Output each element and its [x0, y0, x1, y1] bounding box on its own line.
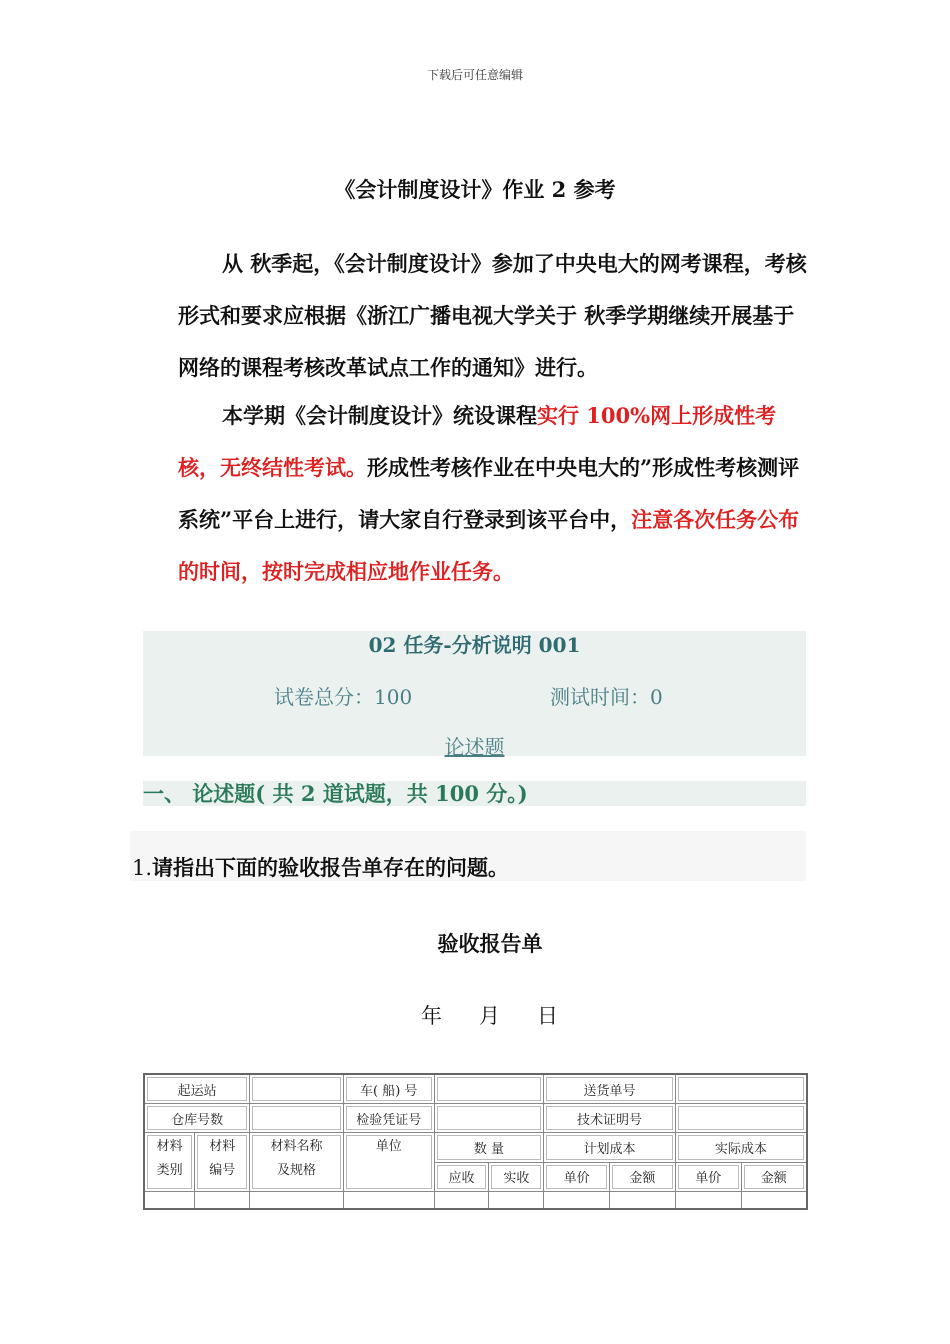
- value-warehouse-number[interactable]: [250, 1104, 344, 1133]
- test-time: 测试时间：0: [550, 685, 663, 709]
- blank-cell[interactable]: [343, 1192, 434, 1210]
- label-inspection-voucher: 检验凭证号: [343, 1104, 434, 1133]
- label-origin-station: 起运站: [144, 1074, 250, 1104]
- label-warehouse-number: 仓库号数: [144, 1104, 250, 1133]
- blank-cell[interactable]: [544, 1192, 610, 1210]
- header-amount-planned: 金额: [610, 1162, 676, 1192]
- header-received: 实收: [489, 1162, 544, 1192]
- value-inspection-voucher[interactable]: [434, 1104, 544, 1133]
- blank-cell[interactable]: [489, 1192, 544, 1210]
- date-month: 月: [479, 1004, 500, 1028]
- header-name: [250, 1133, 344, 1192]
- header-amount-actual: 金额: [741, 1162, 807, 1192]
- header-code-label: 材料 编号: [209, 1139, 236, 1178]
- acceptance-report-form: [143, 1073, 808, 1210]
- intro-p2-highlight-1: 实行 100%网上形成性考核，无终结性考试。: [178, 403, 777, 480]
- task-title: 02 任务-分析说明 001: [368, 633, 581, 657]
- header-note: 下载后可任意编辑: [426, 68, 523, 82]
- header-name-label: 材料名称 及规格: [270, 1139, 323, 1178]
- blank-cell[interactable]: [434, 1192, 489, 1210]
- label-vehicle-number: 车( 船) 号: [343, 1074, 434, 1104]
- blank-cell[interactable]: [610, 1192, 676, 1210]
- form-row-1: [144, 1074, 807, 1104]
- date-day: 日: [537, 1004, 558, 1028]
- intro-p2-text-a: 本学期《会计制度设计》统设课程: [222, 403, 537, 428]
- value-origin-station[interactable]: [250, 1074, 344, 1104]
- report-title: 验收报告单: [437, 931, 543, 956]
- blank-cell[interactable]: [741, 1192, 807, 1210]
- label-delivery-number: 送货单号: [544, 1074, 676, 1104]
- header-actual-cost: 实际成本: [675, 1133, 807, 1163]
- header-planned-cost: 计划成本: [544, 1133, 676, 1163]
- blank-cell[interactable]: [144, 1192, 195, 1210]
- header-receivable: 应收: [434, 1162, 489, 1192]
- form-row-2: [144, 1104, 807, 1133]
- header-unit-price-planned: 单价: [544, 1162, 610, 1192]
- intro-p2-highlight-2: 注意各次任务公布的时间，按时完成相应地作业任务。: [178, 507, 800, 584]
- intro-paragraph-1: 从 秋季起，《会计制度设计》参加了中央电大的网考课程，考核形式和要求应根据《浙江广播电视大学关于 秋季学期继续开展基于网络的课程考核改革试点工作的通知》进行。: [178, 251, 807, 380]
- intro-p2-text-b: 形成性考核作业在中央电大的”形成性考核测评系统”平台上进行，请大家自行登录到该平台中，: [178, 455, 800, 532]
- header-quantity: 数 量: [434, 1133, 544, 1163]
- header-unit: 单位: [343, 1133, 434, 1192]
- header-unit-price-actual: 单价: [675, 1162, 741, 1192]
- value-delivery-number[interactable]: [675, 1074, 807, 1104]
- question-number: 1.: [132, 856, 153, 880]
- page-title: 《会计制度设计》作业 2 参考: [334, 177, 616, 202]
- header-category-label: 材料 类别: [156, 1139, 183, 1178]
- intro-paragraph-2: [178, 390, 810, 598]
- label-technical-cert: 技术证明号: [544, 1104, 676, 1133]
- question-text: [132, 855, 509, 881]
- essay-link[interactable]: 论述题: [444, 735, 505, 759]
- total-score: 试卷总分：100: [274, 685, 413, 709]
- form-header-row-1: [144, 1133, 807, 1163]
- blank-cell[interactable]: [675, 1192, 741, 1210]
- header-code: [195, 1133, 250, 1192]
- task-info-box: [143, 631, 806, 759]
- section-heading: 一、 论述题( 共 2 道试题，共 100 分。): [143, 781, 806, 806]
- header-category: [144, 1133, 195, 1192]
- blank-cell[interactable]: [195, 1192, 250, 1210]
- value-vehicle-number[interactable]: [434, 1074, 544, 1104]
- form-blank-row: [144, 1192, 807, 1210]
- value-technical-cert[interactable]: [675, 1104, 807, 1133]
- date-year: 年: [421, 1004, 442, 1028]
- question-prompt: 请指出下面的验收报告单存在的问题。: [152, 855, 510, 880]
- question-bar: [130, 831, 806, 881]
- blank-cell[interactable]: [250, 1192, 344, 1210]
